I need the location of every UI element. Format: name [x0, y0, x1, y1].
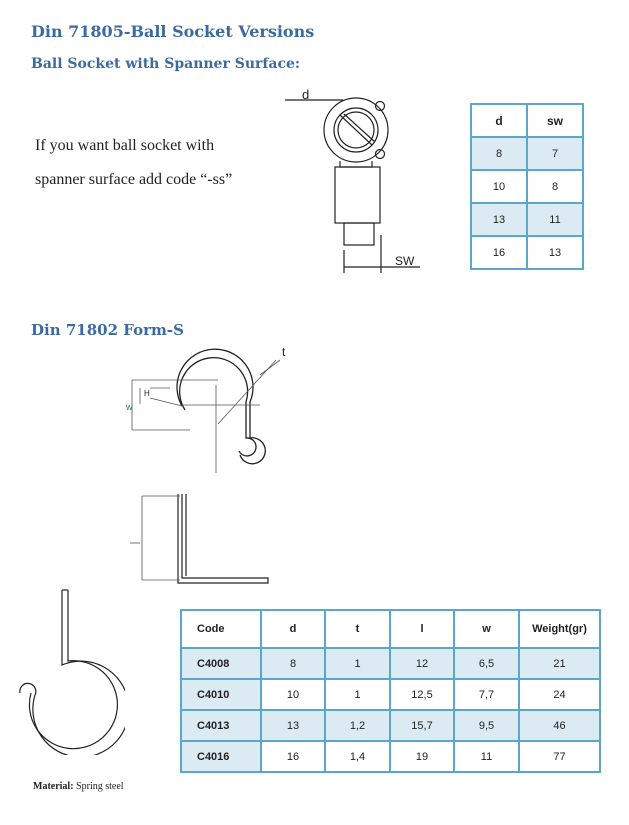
hook-diagram	[5, 585, 125, 755]
table-cell: C4013	[181, 710, 261, 741]
table-cell: 16	[471, 236, 527, 269]
label-sw: SW	[395, 254, 415, 268]
table-header: t	[325, 610, 390, 648]
label-t: t	[282, 345, 286, 359]
table-header: sw	[527, 104, 583, 137]
table-cell: 10	[471, 170, 527, 203]
table-cell: 7,7	[454, 679, 519, 710]
table-header: l	[390, 610, 454, 648]
table-cell: 1	[325, 648, 390, 679]
table-cell: 6,5	[454, 648, 519, 679]
table-cell: 12	[390, 648, 454, 679]
table-cell: 1	[325, 679, 390, 710]
table-cell: 12,5	[390, 679, 454, 710]
section-title-form-s: Din 71802 Form-S	[31, 321, 184, 339]
table-cell: 9,5	[454, 710, 519, 741]
table-cell: 8	[471, 137, 527, 170]
table-cell: 46	[519, 710, 600, 741]
table-cell: 8	[527, 170, 583, 203]
table-header: Weight(gr)	[519, 610, 600, 648]
table-cell: 13	[471, 203, 527, 236]
diameter-spanner-table	[470, 103, 584, 270]
side-view-diagram	[120, 488, 280, 590]
code-spec-table	[180, 609, 601, 773]
table-cell: 7	[527, 137, 583, 170]
form-s-clip-diagram	[110, 340, 300, 480]
table-cell: C4010	[181, 679, 261, 710]
intro-text-line2: spanner surface add code “-ss”	[35, 171, 233, 188]
table-cell: 13	[527, 236, 583, 269]
table-cell: C4016	[181, 741, 261, 772]
table-cell: 24	[519, 679, 600, 710]
table-header: w	[454, 610, 519, 648]
label-h: H	[144, 389, 150, 398]
table-header: Code	[181, 610, 261, 648]
table-cell: 16	[261, 741, 325, 772]
ball-socket-diagram	[280, 85, 430, 275]
material-label: Material:	[33, 781, 74, 792]
table-cell: 13	[261, 710, 325, 741]
table-cell: 21	[519, 648, 600, 679]
table-cell: 10	[261, 679, 325, 710]
section-title-ball-socket: Din 71805-Ball Socket Versions	[31, 22, 315, 41]
table-cell: 11	[454, 741, 519, 772]
table-cell: 8	[261, 648, 325, 679]
table-cell: 11	[527, 203, 583, 236]
table-cell: 1,2	[325, 710, 390, 741]
material-note	[33, 781, 124, 792]
label-d: d	[302, 87, 310, 102]
table-cell: 1,4	[325, 741, 390, 772]
table-cell: C4008	[181, 648, 261, 679]
table-cell: 15,7	[390, 710, 454, 741]
table-cell: 77	[519, 741, 600, 772]
material-value: Spring steel	[76, 781, 124, 792]
table-cell: 19	[390, 741, 454, 772]
intro-text-line1: If you want ball socket with	[35, 137, 215, 154]
table-header: d	[261, 610, 325, 648]
subsection-title-spanner: Ball Socket with Spanner Surface:	[31, 56, 301, 72]
table-header: d	[471, 104, 527, 137]
label-w: w	[126, 402, 133, 412]
